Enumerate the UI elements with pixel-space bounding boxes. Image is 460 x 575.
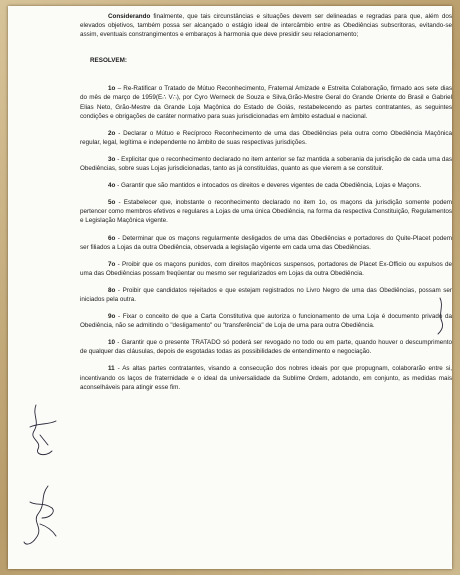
- clause-3: 3o - Explicitar que o reconhecimento declarado no item anterior se faz mantida a soberania da jurisdição de cada uma das Obediências, sobre suas Lojas jurisdicionadas, tanto as já constituídas, quanto as que vierem a se constituir.: [80, 155, 452, 173]
- clause-10: 10 - Garantir que o presente TRATADO só poderá ser revogado no todo ou em parte, quando houver o descumprimento de qualquer das cláusulas, depois de esgotadas todas as possibilidades de entendimento e negociação.: [80, 339, 452, 356]
- intro-paragraph: [80, 12, 452, 39]
- document-page: [8, 6, 452, 569]
- clause-9: 9o - Fixar o conceito de que a Carta Constitutiva que autoriza o funcionamento de uma Loja é documento privado da Obediência, não se admitindo o "desligamento" ou "transferência" de Loja de uma para outra Obediência.: [80, 313, 452, 330]
- clause-5: 5o - Estabelecer que, inobstante o reconhecimento declarado no item 1o, os maçons da jurisdição somente podem pertencer como membros efetivos e regulares a Lojas de uma única Obediência, na forma da respectiva Constituição, Regulamentos e Legislação Maçônica vigente.: [80, 199, 452, 225]
- handwritten-signature-left-lower: [22, 484, 60, 550]
- clause-6: 6o - Determinar que os maçons regularmente desligados de uma das Obediências e portadores do Quite-Placet podem ser filiados a Lojas da outra Obediência, observada a legislação vigente em cada uma das Obediências.: [80, 234, 452, 251]
- clause-7: 7o - Proibir que os maçons punidos, com direitos maçônicos suspensos, portadores de Placet Ex-Officio ou expulsos de uma das Obediências possam freqüentar ou mesmo ser regularizados em Lojas da outra Obediência.: [80, 260, 452, 277]
- clause-1: 1o – Re-Ratificar o Tratado de Mútuo Reconhecimento, Fraternal Amizade e Estreita Colaboração, firmado aos sete dias do mês de março de 1959(E∴ V∴), por Cyro Werneck de Souza e Silva,Grão-Mestre Geral do Grande Oriente do Brasil e Gabriel Elias Neto, Grão-Mestre da Grande Loja Maçônica do Estado de Goiás, restabelecendo as partes contratantes, as seguintes condições e obrigações de caráter normativo para suas jurisdicionadas em âmbito estadual e nacional.: [80, 85, 452, 120]
- resolvem-heading: RESOLVEM:: [90, 57, 127, 65]
- clause-11: 11 - As altas partes contratantes, visando a consecução dos nobres ideais por que propugnam, colaborarão entre si, incentivando os laços de fraternidade e o ideal da universalidade da Sublime Ordem, adotando, em conjunto, as medidas mais aconselháveis para atingir esse fim.: [80, 365, 452, 391]
- clause-8: 8o - Proibir que candidatos rejeitados e que estejam registrados no Livro Negro de uma das Obediências, possam ser iniciados pela outra.: [80, 286, 452, 303]
- clause-4: 4o - Garantir que são mantidos e intocados os direitos e deveres vigentes de cada Obediência, Lojas e Maçons.: [108, 182, 422, 190]
- intro-lead: Considerando: [108, 13, 151, 20]
- handwritten-signature-left: [26, 401, 60, 461]
- document-body: [80, 12, 452, 400]
- clause-2: 2o - Declarar o Mútuo e Recíproco Reconhecimento de uma das Obediências pela outra como Obediência Maçônica regular, legal, legítima e independente no âmbito de suas respectivas jurisdições.: [80, 129, 452, 146]
- intro-text: finalmente, que tais circunstâncias e situações devem ser delineadas e regradas para que, além dos elevados objetivos, também possa ser alcançado o estágio ideal de intercâmbio entre as Obediências subscritoras, evitando-se assim, eventuais constrangimentos e embaraços à harmonia que deve presidir seu relacionamento;: [80, 13, 452, 39]
